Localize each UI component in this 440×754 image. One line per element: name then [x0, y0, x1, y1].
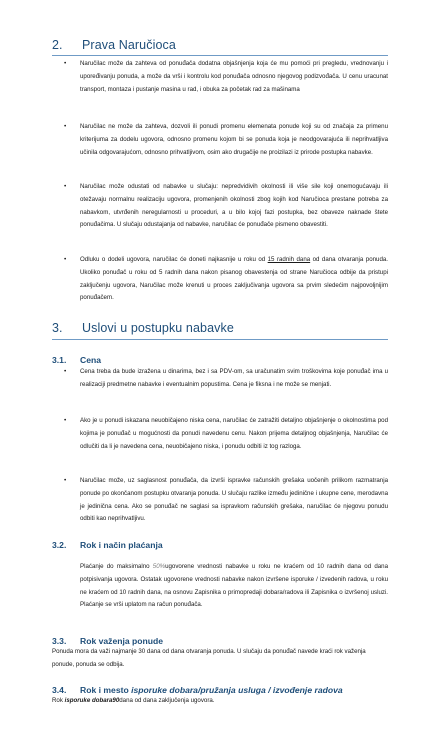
section-2-rule [52, 55, 388, 56]
item-4-text-after: od dana otvaranja ponuda. Ukoliko ponuđač u roku od 5 radnih dana nakon pisanog obavestenja od strane Naručioca odbije da pristupi zaključenju ugovora, Naručilac može krenuti u proces zaključivanja ugovora sa prvim sledećim najpovoljnijim ponuđačem. [80, 256, 388, 302]
subsection-3-1-item-2: Ako je u ponudi iskazana neuobičajeno niska cena, naručilac će zatražiti detaljno objašnjenje o okolnostima pod kojima je ponuđač u mogućnosti da ponudi navedenu cenu. Nakon prijema detaljnog objašnjenja, Naručilac će odlučiti da li je navedena cena, neuobičajeno niska, i ponudu odbiti iz tog razloga. [80, 417, 388, 450]
item-4-deadline: 15 radnih dana [267, 256, 311, 263]
section-2-number: 2. [52, 38, 63, 52]
section-2-heading [52, 38, 176, 52]
subsection-3-4-number: 3.4. [52, 685, 67, 695]
section-3-rule [52, 339, 388, 340]
subsection-3-3-title: Rok važenja ponude [80, 636, 164, 646]
subsection-3-3-text: Ponuda mora da važi najmanje 30 dana od dana otvaranja ponuda. U slučaju da ponuđač navede kraći rok važenja ponude, ponuda se odbija. [52, 648, 366, 668]
subsection-3-1-item-1: Cena treba da bude izražena u dinarima, bez i sa PDV-om, sa uračunatim svim troškovima koje ponuđač ima u realizaciji predmetne nabavke i eventualnim popustima. Cena je fiksna i ne može se menjati. [80, 368, 388, 388]
bullet-icon: • [64, 477, 67, 484]
bullet-icon: • [64, 368, 67, 375]
delivery-text-plain: Rok [52, 697, 65, 704]
delivery-text-bold: isporuke dobara90 [64, 697, 120, 704]
bullet-icon: • [64, 417, 67, 424]
payment-percent: 50% [152, 563, 166, 570]
section-2-item-2: Naručilac ne može da zahteva, dozvoli ili ponudi promenu elemenata ponude koji su od značaja za primenu kriterijuma za dodelu ugovora, odnosno promenu kojom bi se ponuda koja je neodgovarajuća ili neprihvatljiva učinila odgovarajućom, odnosno prihvatljivom, osim ako drugačije ne proizilazi iz prirode postupka nabavke. [80, 123, 388, 156]
subsection-3-2-number: 3.2. [52, 540, 67, 550]
payment-text-before: Plaćanje do maksimalno [80, 563, 153, 570]
subsection-3-1-number: 3.1. [52, 355, 67, 365]
section-3-title: Uslovi u postupku nabavke [82, 321, 234, 335]
subsection-3-4-text [52, 695, 388, 708]
section-3-heading [52, 321, 234, 335]
section-2-title: Prava Naručioca [82, 38, 176, 52]
subsection-3-2-text [80, 561, 388, 612]
bullet-icon: • [64, 60, 67, 67]
subsection-3-3-number: 3.3. [52, 636, 67, 646]
delivery-text-after: dana od dana zaključenja ugovora. [119, 697, 215, 704]
item-4-text-before: Odluku o dodeli ugovora, naručilac će doneti najkasnije u roku od [80, 256, 268, 263]
payment-text-after: ugovorene vrednosti nabavke u roku ne kraćem od 10 radnih dana od dana potpisivanja ugovora. Ostatak ugovorene vrednosti nabavke nakon izvršene isporuke / izvedenih radova, u roku ne kraćem od 10 radnih dana, na osnovu Zapisnika o primopredaji dobara/radova ili Zapisnika o izvršenoj usluzi. Plaćanje se vrši uplatom na račun ponuđača. [80, 563, 388, 609]
subsection-3-1-title: Cena [80, 355, 102, 365]
subsection-3-1-heading [52, 355, 101, 365]
section-2-item-4 [80, 254, 388, 305]
subsection-3-2-heading [52, 540, 163, 550]
subsection-3-4-title: Rok i mesto [80, 685, 132, 695]
bullet-icon: • [64, 256, 67, 263]
subsection-3-3-heading [52, 636, 163, 646]
subsection-3-4-title-italic: isporuke dobara/pružanja usluga / izvođenje radova [131, 685, 343, 695]
section-2-item-3: Naručilac može odustati od nabavke u slučaju: nepredvidivih okolnosti ili više sile koji onemogućavaju ili otežavaju normalnu realizaciju ugovora, promenjenih okolnosti zbog kojih kod Naručioca prestane potreba za nabavkom, utvrđenih neregularnosti u proceduri, a u bilo kojoj fazi postupka, bez obaveze naknade štete ponuđačima. U slučaju odustajanja od nabavke, naručilac će ponuđače pismeno obavestiti. [80, 183, 388, 229]
section-3-number: 3. [52, 321, 63, 335]
subsection-3-4-heading [52, 685, 343, 695]
bullet-icon: • [64, 183, 67, 190]
section-2-item-1: Naručilac može da zahteva od ponuđača dodatna objašnjenja koja će mu pomoći pri pregledu, vrednovanju i upoređivanju ponuda, a može da vrši i kontrolu kod ponuđača odnosno njegovog podizvođača. U cenu uracunat transport, montaza i pustanje masina u rad, i obuka za početak rad za mašinama [80, 60, 388, 93]
subsection-3-1-item-3: Naručilac može, uz saglasnost ponuđača, da izvrši ispravke računskih grešaka uočenih prilikom razmatranja ponude po okončanom postupku otvaranja ponuda. U slučaju razlike između jedinične i ukupne cene, merodavna je jedinična cena. Ako se ponuđač ne saglasi sa ispravkom računskih grešaka, naručilac će njegovu ponudu odbiti kao neprihvatljivu. [80, 477, 388, 523]
bullet-icon: • [64, 123, 67, 130]
subsection-3-2-title: Rok i način plaćanja [80, 540, 163, 550]
